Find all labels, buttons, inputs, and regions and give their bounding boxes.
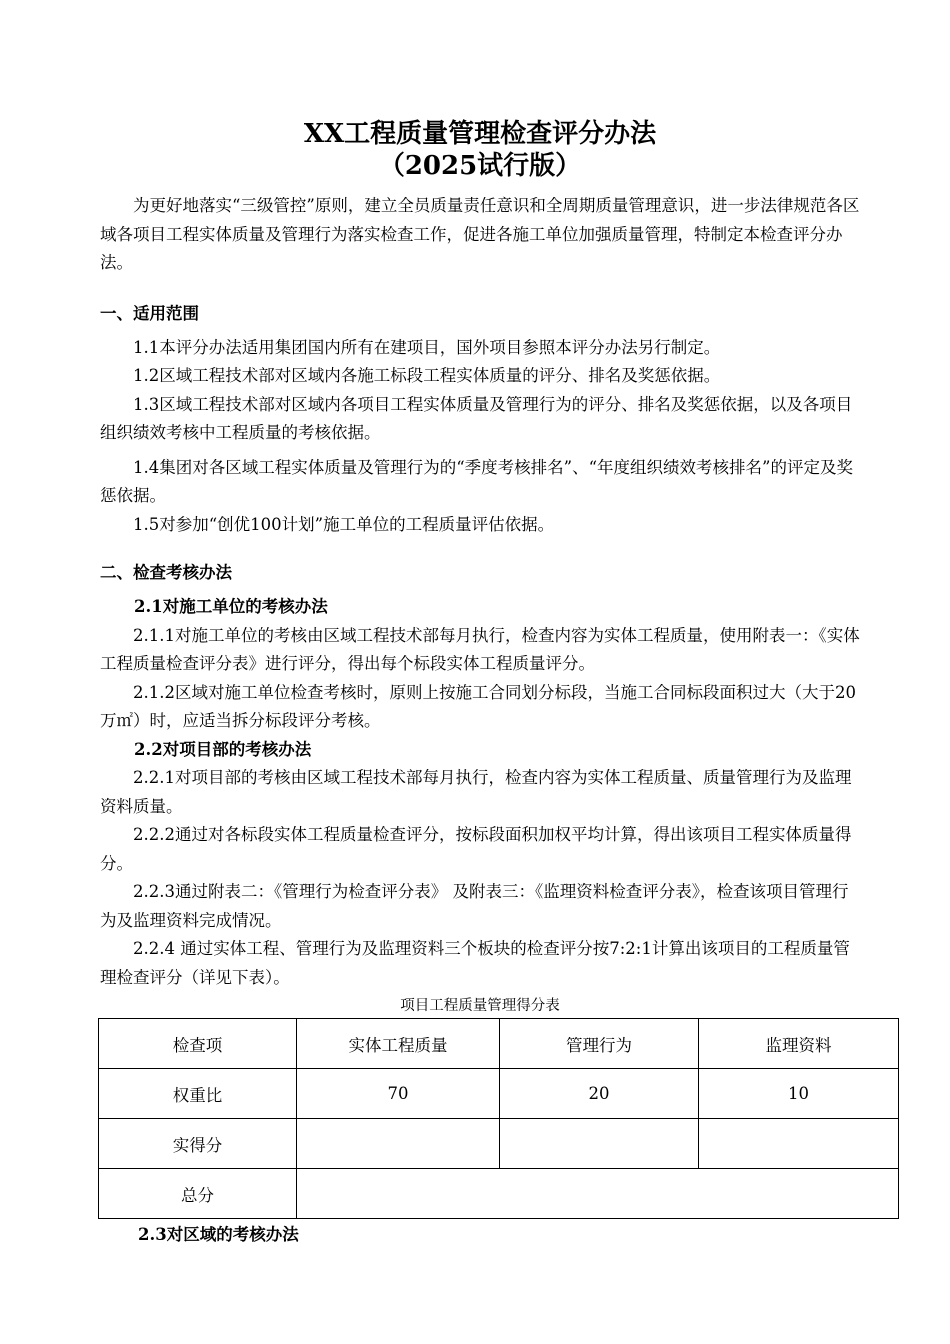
- section2-2-item-3: 2.2.3通过附表二：《管理行为检查评分表》 及附表三：《监理资料检查评分表》，检查该项目管理行为及监理资料完成情况。: [100, 882, 849, 930]
- section1-item-5: 1.5对参加“创优100计划”施工单位的工程质量评估依据。: [133, 514, 555, 534]
- score-table: [98, 1018, 899, 1219]
- section2-2-heading: 2.2对项目部的考核办法: [134, 739, 312, 759]
- table-actual-row: [99, 1119, 899, 1169]
- section2-2-item-1: 2.2.1对项目部的考核由区域工程技术部每月执行，检查内容为实体工程质量、质量管理行为及监理资料质量。: [100, 768, 852, 816]
- section2-heading: 二、检查考核办法: [100, 563, 232, 582]
- section1-item-4: 1.4集团对各区域工程实体质量及管理行为的“季度考核排名”、“年度组织绩效考核排名”的评定及奖惩依据。: [100, 457, 853, 505]
- table-caption: 项目工程质量管理得分表: [400, 998, 560, 1014]
- table-header-cell: 检查项: [99, 1019, 297, 1069]
- table-cell: 10: [699, 1069, 899, 1119]
- section1-heading: 一、适用范围: [100, 303, 199, 323]
- table-row-label: 实得分: [99, 1119, 297, 1169]
- table-row-label: 总分: [99, 1169, 297, 1219]
- table-header-cell: 监理资料: [699, 1019, 899, 1069]
- section2-2-item-2: 2.2.2通过对各标段实体工程质量检查评分，按标段面积加权平均计算，得出该项目工程实体质量得分。: [100, 825, 852, 873]
- section1-item-2: 1.2区域工程技术部对区域内各施工标段工程实体质量的评分、排名及奖惩依据。: [133, 366, 721, 385]
- section1-item-3: 1.3区域工程技术部对区域内各项目工程实体质量及管理行为的评分、排名及奖惩依据，以及各项目组织绩效考核中工程质量的考核依据。: [100, 394, 853, 442]
- section2-2-item-4: 2.2.4 通过实体工程、管理行为及监理资料三个板块的检查评分按7:2:1计算出该项目的工程质量管理检查评分（详见下表）。: [100, 939, 850, 987]
- document-subtitle: （2025试行版）: [378, 151, 582, 181]
- table-cell: [297, 1119, 500, 1169]
- section1-item-1: 1.1本评分办法适用集团国内所有在建项目，国外项目参照本评分办法另行制定。: [133, 337, 721, 357]
- table-weight-row: [99, 1069, 899, 1119]
- table-header-cell: 管理行为: [500, 1019, 699, 1069]
- intro-paragraph: 为更好地落实“三级管控”原则，建立全员质量责任意识和全周期质量管理意识，进一步法律规范各区域各项目工程实体质量及管理行为落实检查工作，促进各施工单位加强质量管理，特制定本检查评分办法。: [100, 196, 860, 272]
- table-cell: [500, 1119, 699, 1169]
- document-page: [100, 118, 860, 1249]
- table-cell: 20: [500, 1069, 699, 1119]
- section2-1-heading: 2.1对施工单位的考核办法: [134, 597, 328, 616]
- section2-1-item-1: 2.1.1对施工单位的考核由区域工程技术部每月执行，检查内容为实体工程质量，使用附表一：《实体工程质量检查评分表》进行评分，得出每个标段实体工程质量评分。: [100, 625, 860, 673]
- section2-1-item-2: 2.1.2区域对施工单位检查考核时，原则上按施工合同划分标段，当施工合同标段面积过大（大于20万㎡）时，应适当拆分标段评分考核。: [100, 682, 856, 730]
- table-row-label: 权重比: [99, 1069, 297, 1119]
- table-cell: 70: [297, 1069, 500, 1119]
- document-title: XX工程质量管理检查评分办法: [303, 119, 657, 149]
- section2-3-heading: 2.3对区域的考核办法: [138, 1225, 299, 1244]
- table-header-row: [99, 1019, 899, 1069]
- table-header-cell: 实体工程质量: [297, 1019, 500, 1069]
- table-cell: [699, 1119, 899, 1169]
- table-cell: [297, 1169, 899, 1219]
- table-total-row: [99, 1169, 899, 1219]
